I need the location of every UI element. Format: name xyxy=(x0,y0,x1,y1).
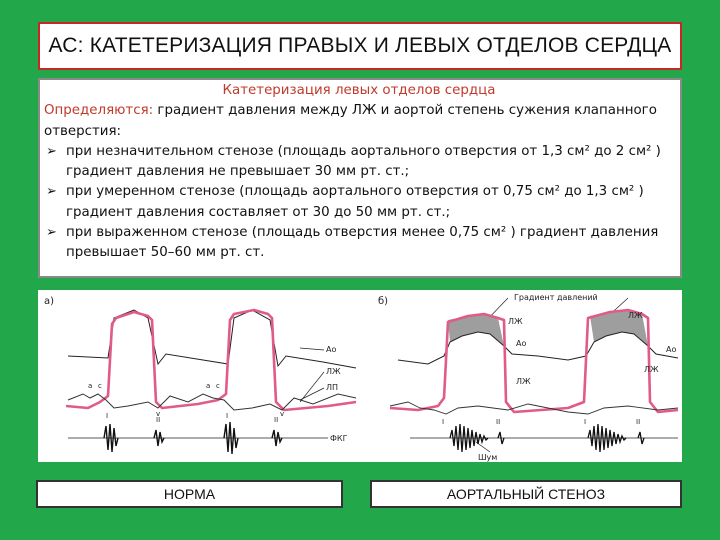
panel-b-tone-2b: II xyxy=(636,418,641,426)
pressure-curves-figure xyxy=(38,290,682,462)
panel-b-tone-2: II xyxy=(496,418,501,426)
panel-a-tone-1b: I xyxy=(226,412,229,420)
panel-a-lv-pointer xyxy=(300,372,324,402)
panel-b-noise-pointer xyxy=(476,442,490,452)
panel-a-la-pointer xyxy=(300,388,324,400)
lead-paragraph xyxy=(44,101,674,142)
panel-b-lv-label-right-2: ЛЖ xyxy=(644,365,659,374)
panel-a-tone-2: II xyxy=(156,416,161,424)
panel-a-wave-v: v xyxy=(156,410,161,418)
panel-a-tone-2b: II xyxy=(274,416,279,424)
panel-b-gradient-label: Градиент давлений xyxy=(514,293,598,302)
lead-text: градиент давления между ЛЖ и аортой степень сужения клапанного отверстия: xyxy=(44,103,657,139)
list-item xyxy=(44,223,674,264)
arrow-bullet-icon: ➢ xyxy=(46,184,57,200)
panel-a-wave-v2: v xyxy=(280,410,285,418)
bullet-list xyxy=(44,142,674,264)
section-heading: Катетеризация левых отделов сердца xyxy=(222,83,496,98)
caption-aortic-stenosis-text: АОРТАЛЬНЫЙ СТЕНОЗ xyxy=(446,486,606,502)
panel-a-ao-pointer xyxy=(300,348,324,350)
panel-a-la-label: ЛП xyxy=(326,383,339,392)
arrow-bullet-icon: ➢ xyxy=(46,143,57,159)
caption-norm-text: НОРМА xyxy=(163,486,216,502)
list-item xyxy=(44,142,674,183)
list-item-text: при незначительном стенозе (площадь аортального отверстия от 1,3 см² до 2 см² ) градиент давления не превышает 30 мм рт. ст.; xyxy=(66,143,661,180)
panel-b-lv-label-right: ЛЖ xyxy=(628,311,643,320)
panel-b-ao-label-right: Ао xyxy=(666,345,677,354)
list-item-text: при умеренном стенозе (площадь аортального отверстия от 0,75 см² до 1,3 см² ) градиент давления составляет от 30 до 50 мм рт. ст.; xyxy=(66,184,644,220)
panel-a-wave-a2: а xyxy=(206,382,211,390)
caption-norm xyxy=(36,480,343,508)
panel-a-wave-c: с xyxy=(98,382,102,390)
panel-b-lv-label-top: ЛЖ xyxy=(508,317,523,326)
panel-b-ao-label-mid: Ао xyxy=(516,339,527,348)
slide-title-box xyxy=(38,22,682,70)
text-box xyxy=(38,78,682,278)
panel-a-ao-label: Ао xyxy=(326,345,337,354)
panel-b-aorta-trace xyxy=(398,332,678,364)
panel-a-label: а) xyxy=(44,296,55,307)
panel-b-lv-label-mid: ЛЖ xyxy=(516,377,531,386)
panel-b-tone-1: I xyxy=(442,418,445,426)
panel-a-lv-label: ЛЖ xyxy=(326,367,341,376)
list-item-text: при выраженном стенозе (площадь отверстия менее 0,75 см² ) градиент давления превышает 50–60 мм рт. ст. xyxy=(66,225,659,261)
panel-b-noise-label: Шум xyxy=(478,453,498,462)
panel-a-wave-a: а xyxy=(88,382,93,390)
panel-a-fkg-label: ФКГ xyxy=(330,434,348,443)
panel-a-tone-1: I xyxy=(106,412,109,420)
list-item xyxy=(44,182,674,223)
caption-aortic-stenosis xyxy=(370,480,682,508)
slide-title: АС: КАТЕТЕРИЗАЦИЯ ПРАВЫХ И ЛЕВЫХ ОТДЕЛОВ СЕРДЦА xyxy=(48,34,672,57)
panel-a-wave-c2: с xyxy=(216,382,220,390)
panel-b-tone-1b: I xyxy=(584,418,587,426)
panel-b-label: б) xyxy=(378,296,389,307)
arrow-bullet-icon: ➢ xyxy=(46,225,57,241)
lead-label: Определяются: xyxy=(44,103,154,119)
pressure-curves-svg xyxy=(38,290,682,462)
